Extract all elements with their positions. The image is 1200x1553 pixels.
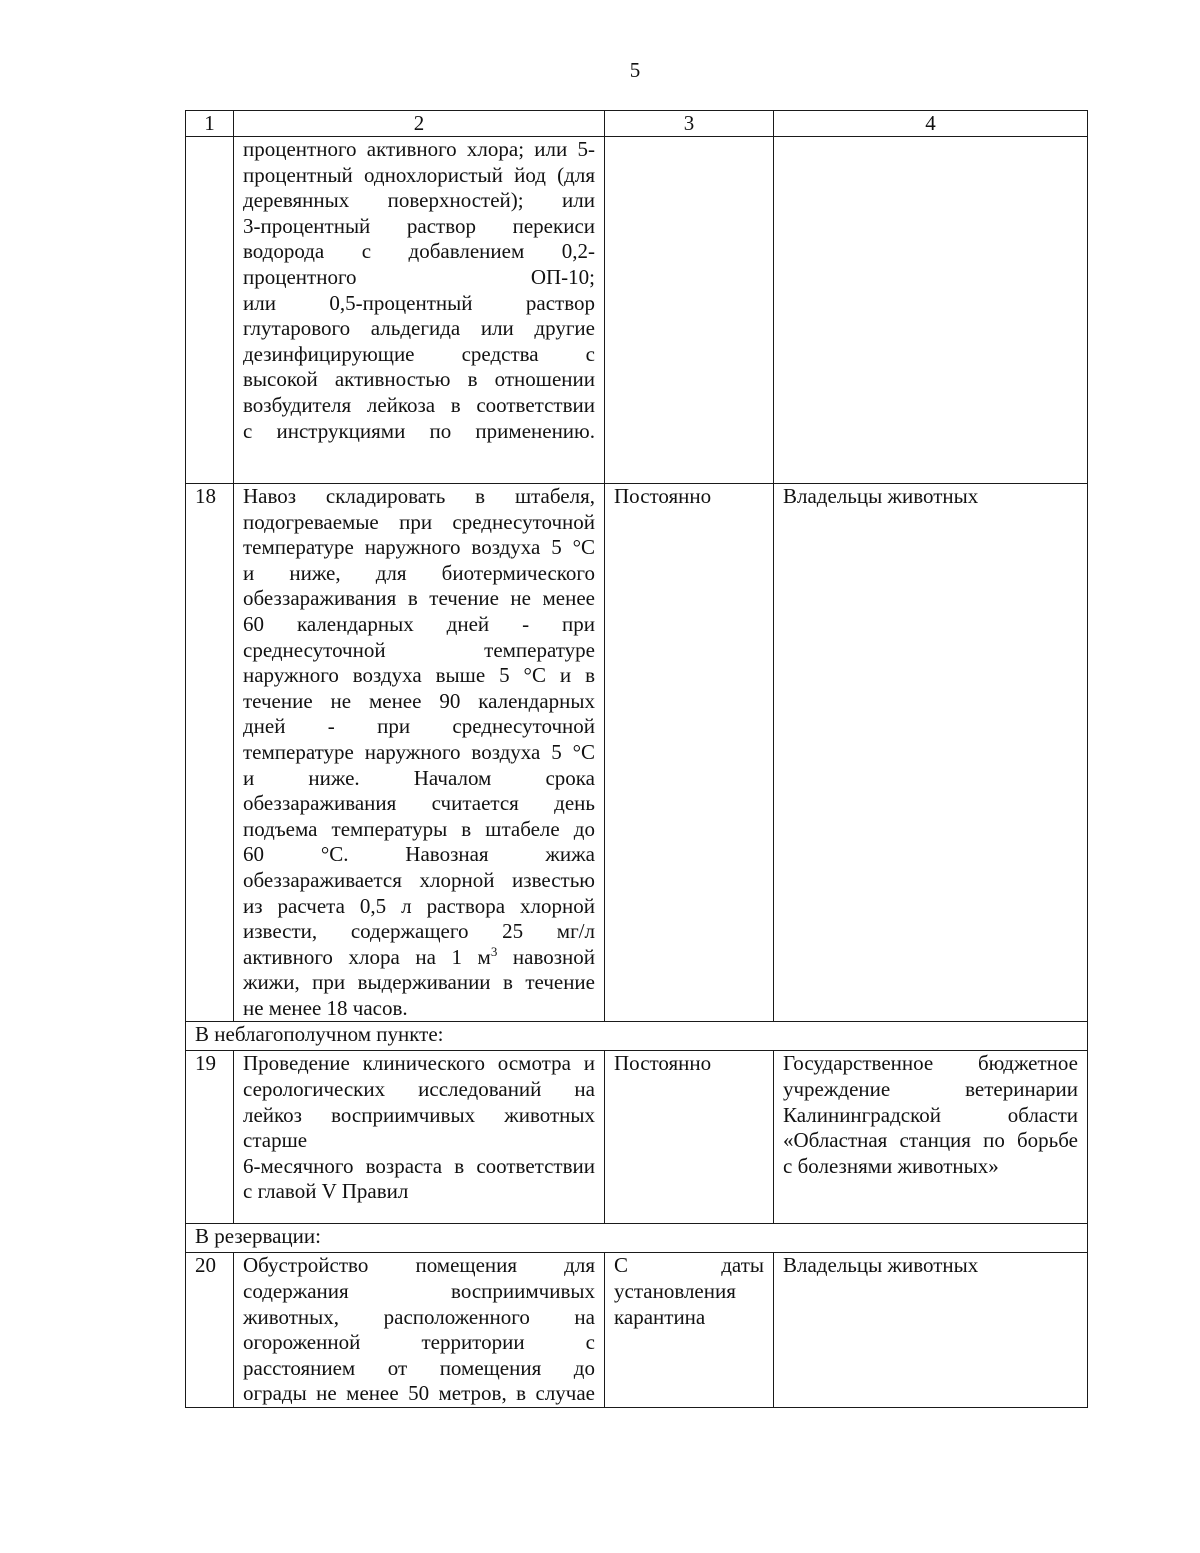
text-line: из расчета 0,5 л раствора хлорной [243, 893, 595, 918]
text-line: процентного активного хлора; или 5- [243, 137, 595, 161]
text-line: и ниже. Началом срока [243, 765, 595, 790]
text-line: дней - при среднесуточной [243, 714, 595, 739]
text-line: процентный однохлористый йод (для [243, 162, 595, 187]
text-line: Государственное бюджетное [783, 1051, 1078, 1076]
row-number: 18 [186, 484, 234, 1022]
text-line: обеззараживания в течение не менее [243, 586, 595, 611]
text-line: животных, расположенного на [243, 1304, 595, 1329]
header-col-3: 3 [605, 111, 774, 137]
responsible-cell [774, 1051, 1088, 1224]
text-line: расстоянием от помещения до [243, 1355, 595, 1380]
term-cell [605, 137, 774, 484]
text-line: «Областная станция по борьбе [783, 1128, 1078, 1153]
term-cell: Постоянно [605, 484, 774, 1022]
measure-text [234, 1051, 605, 1224]
text-line: с болезнями животных» [783, 1153, 999, 1178]
text-line: не менее 18 часов. [243, 995, 408, 1020]
text-line: Навоз складировать в штабеля, [243, 484, 595, 508]
measure-text [234, 137, 605, 484]
table-row-17-cont [186, 137, 1088, 484]
text-line: активного хлора на 1 $м^3$ навозной [243, 943, 595, 969]
table-row-18 [186, 484, 1088, 1022]
text-line: Обустройство помещения для [243, 1253, 595, 1278]
table-row-20 [186, 1253, 1088, 1408]
header-col-4: 4 [774, 111, 1088, 137]
text-line: наружного воздуха выше 5 °С и в [243, 663, 595, 688]
table-row-19 [186, 1051, 1088, 1224]
section-row-unfavourable [186, 1022, 1088, 1051]
measures-table [185, 110, 1088, 1408]
text-line: ограды не менее 50 метров, в случае [243, 1381, 595, 1406]
text-line: и ниже, для биотермического [243, 560, 595, 585]
text-line: температуре наружного воздуха 5 °С [243, 739, 595, 764]
measure-text [234, 1253, 605, 1408]
responsible-cell: Владельцы животных [774, 484, 1088, 1022]
section-row-reservation [186, 1224, 1088, 1253]
text-line: 60 °С. Навозная жижа [243, 842, 595, 867]
text-line: лейкоз восприимчивых животных [243, 1102, 595, 1127]
text-line: Калининградской области [783, 1102, 1078, 1127]
text-line: содержания восприимчивых [243, 1279, 595, 1304]
text-line: течение не менее 90 календарных [243, 688, 595, 713]
text-line: с главой V Правил [243, 1179, 409, 1204]
text-line: среднесуточной температуре [243, 637, 595, 662]
text-line: Проведение клинического осмотра и [243, 1051, 595, 1076]
text-line: обеззараживания считается день [243, 791, 595, 816]
responsible-cell [774, 137, 1088, 484]
text-line: подогреваемые при среднесуточной [243, 509, 595, 534]
text-line: возбудителя лейкоза в соответствии [243, 392, 595, 417]
measure-text [234, 484, 605, 1022]
header-col-1: 1 [186, 111, 234, 137]
text-line: извести, содержащего 25 мг/л [243, 919, 595, 944]
text-line: жижи, при выдерживании в течение [243, 970, 595, 995]
section-title: В резервации: [186, 1224, 1088, 1253]
text-line: обеззараживается хлорной известью [243, 867, 595, 892]
text-line: учреждение ветеринарии [783, 1077, 1078, 1102]
text-line: 60 календарных дней - при [243, 611, 595, 636]
text-line: с инструкциями по применению. [243, 418, 595, 443]
text-line: температуре наружного воздуха 5 °С [243, 535, 595, 560]
page-number: 5 [629, 58, 641, 82]
text-line: водорода с добавлением 0,2- [243, 239, 595, 264]
text-line: карантина [614, 1304, 706, 1329]
text-line: подъема температуры в штабеле до [243, 816, 595, 841]
row-number: 20 [186, 1253, 234, 1408]
row-number [186, 137, 234, 484]
text-line: 6-месячного возраста в соответствии [243, 1153, 595, 1178]
text-line: процентного ОП-10; [243, 264, 595, 289]
term-cell [605, 1253, 774, 1408]
text-line: высокой активностью в отношении [243, 367, 595, 392]
text-line: огороженной территории с [243, 1330, 595, 1355]
row-number: 19 [186, 1051, 234, 1224]
text-line: деревянных поверхностей); или [243, 188, 595, 213]
text-line: дезинфицирующие средства с [243, 341, 595, 366]
text-line: серологических исследований на [243, 1077, 595, 1102]
section-title: В неблагополучном пункте: [186, 1022, 1088, 1051]
responsible-cell: Владельцы животных [774, 1253, 1088, 1408]
text-line: установления [614, 1279, 736, 1304]
text-line: С даты [614, 1253, 764, 1278]
text-line: старше [243, 1128, 308, 1153]
text-line: или 0,5-процентный раствор [243, 290, 595, 315]
text-line: 3-процентный раствор перекиси [243, 213, 595, 238]
table-header-row [186, 111, 1088, 137]
header-col-2: 2 [234, 111, 605, 137]
term-cell: Постоянно [605, 1051, 774, 1224]
text-line: глутарового альдегида или другие [243, 316, 595, 341]
